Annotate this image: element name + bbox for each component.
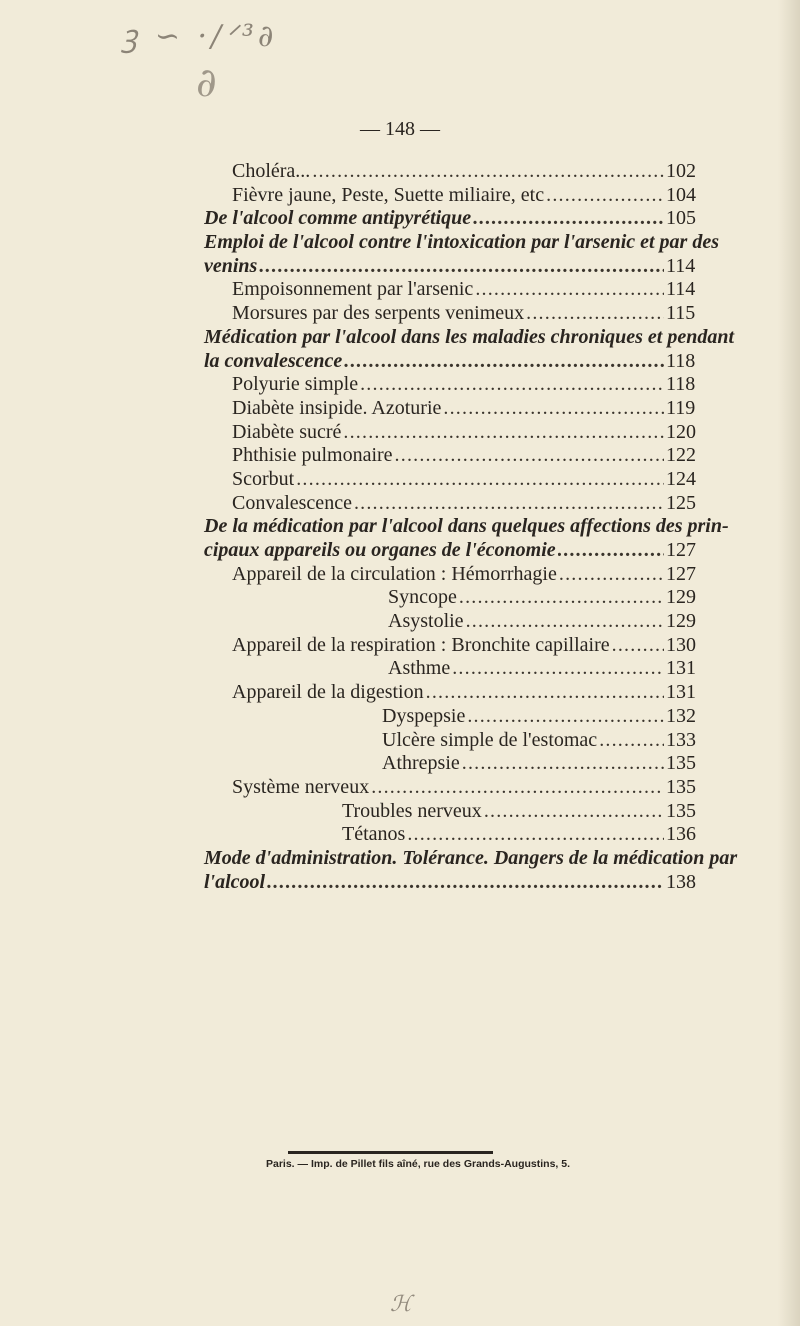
toc-entry <box>232 397 694 421</box>
toc-entry-title: Appareil de la circulation : Hémorrhagie <box>232 562 557 585</box>
toc-entry <box>232 444 694 468</box>
toc-entry-title: Asystolie <box>388 610 464 633</box>
toc-entry <box>232 302 694 326</box>
toc-entry-title: Phthisie pulmonaire <box>232 444 393 467</box>
page-number: — 148 — <box>360 118 440 140</box>
leader-dots <box>354 492 664 516</box>
toc-entry <box>342 800 694 824</box>
toc-entry <box>342 823 694 847</box>
toc-entry-page: 115 <box>666 302 696 325</box>
toc-entry <box>382 729 694 753</box>
toc-entry-page: 118 <box>666 349 696 372</box>
leader-dots <box>407 823 664 847</box>
toc-entry-page: 102 <box>666 160 696 182</box>
toc-entry-page: 132 <box>666 704 696 727</box>
toc-entry-page: 129 <box>666 586 696 609</box>
toc-entry-page: 114 <box>666 278 696 301</box>
toc-entry-title: Emploi de l'alcool contre l'intoxication par l'arsenic et par des <box>204 231 719 254</box>
toc-entry-title: Fièvre jaune, Peste, Suette miliaire, etc <box>232 183 545 206</box>
handwritten-mark: ∂ <box>196 60 217 106</box>
toc-entry-page: 127 <box>666 539 696 561</box>
toc-entry-page: 131 <box>666 681 696 704</box>
leader-dots <box>452 657 664 681</box>
leader-dots <box>360 373 664 397</box>
leader-dots <box>462 752 664 776</box>
leader-dots <box>467 705 664 729</box>
leader-dots <box>296 468 664 492</box>
toc-entry <box>388 657 694 681</box>
toc-entry <box>382 752 694 776</box>
toc-entry-title: Syncope <box>388 586 457 609</box>
toc-entry-page: 129 <box>666 610 696 633</box>
handwritten-annotation: ꝫ ∽ ·/ᐟ³∂ <box>122 19 278 54</box>
toc-entry <box>232 373 694 397</box>
toc-entry <box>388 610 694 634</box>
leader-dots <box>371 776 664 800</box>
leader-dots <box>267 871 664 895</box>
toc-entry-page: 114 <box>666 254 696 277</box>
toc-entry-title: De la médication par l'alcool dans quelques affections des prin- <box>204 515 729 538</box>
leader-dots <box>599 729 664 753</box>
toc-entry <box>232 776 694 800</box>
leader-dots <box>526 302 664 326</box>
toc-entry-page: 124 <box>666 467 696 490</box>
toc-entry-page: 135 <box>666 775 696 798</box>
leader-dots <box>426 681 664 705</box>
leader-dots <box>343 421 664 445</box>
toc-entry-title: Scorbut <box>232 467 295 490</box>
toc-entry-title: Diabète insipide. Azoturie <box>232 396 442 419</box>
toc-entry-title: Dyspepsie <box>382 704 466 727</box>
toc-entry-page: 131 <box>666 657 696 680</box>
leader-dots <box>395 444 664 468</box>
toc-entry-title: Appareil de la respiration : Bronchite capillaire <box>232 633 610 656</box>
toc-entry-title: Appareil de la digestion <box>232 681 424 704</box>
toc-entry-title-continued: cipaux appareils ou organes de l'économie <box>204 539 556 561</box>
leader-dots <box>612 634 664 658</box>
toc-entry <box>204 515 729 562</box>
leader-dots <box>312 160 664 184</box>
toc-entry-page: 130 <box>666 633 696 656</box>
printer-imprint: Paris. — Imp. de Pillet fils aîné, rue des Grands-Augustins, 5. <box>266 1158 570 1170</box>
leader-dots <box>546 184 664 208</box>
leader-dots <box>466 610 664 634</box>
toc-entry-page: 138 <box>666 870 696 893</box>
toc-entry-title-continued: venins <box>204 254 258 277</box>
toc-entry <box>382 705 694 729</box>
toc-entry-title: Choléra... <box>232 160 311 182</box>
toc-entry-page: 136 <box>666 823 696 846</box>
toc-entry-title: Système nerveux <box>232 775 370 798</box>
toc-entry-page: 104 <box>666 183 696 206</box>
toc-entry <box>204 207 694 231</box>
toc-entry-title: Polyurie simple <box>232 373 359 396</box>
page-edge-shadow <box>778 0 800 1326</box>
leader-dots <box>473 207 664 231</box>
toc-entry <box>232 184 694 208</box>
toc-entry-page: 105 <box>666 207 696 230</box>
toc-entry-title: Médication par l'alcool dans les maladies chroniques et pendant <box>204 325 735 348</box>
toc-entry-page: 125 <box>666 491 696 514</box>
toc-entry-title-continued: la convalescence <box>204 349 343 372</box>
handwritten-bottom-mark: ℋ <box>390 1292 412 1317</box>
toc-entry <box>232 160 694 184</box>
toc-entry-title: Mode d'administration. Tolérance. Dangers de la médication par <box>204 846 738 869</box>
toc-entry-title: Troubles nerveux <box>342 799 482 822</box>
leader-dots <box>559 563 664 587</box>
leader-dots <box>558 539 664 563</box>
toc-entry-title: Tétanos <box>342 823 406 846</box>
toc-entry-page: 122 <box>666 444 696 467</box>
leader-dots <box>475 278 664 302</box>
toc-entry-title: Empoisonnement par l'arsenic <box>232 278 474 301</box>
toc-entry <box>232 634 694 658</box>
toc-entry-title: De l'alcool comme antipyrétique <box>204 207 472 230</box>
leader-dots <box>259 255 664 279</box>
toc-entry-title: Morsures par des serpents venimeux <box>232 302 525 325</box>
toc-entry-page: 118 <box>666 373 696 396</box>
toc-entry-title-continued: l'alcool <box>204 870 266 893</box>
toc-entry-title: Convalescence <box>232 491 352 514</box>
toc-entry-title: Athrepsie <box>382 752 460 775</box>
toc-entry-page: 127 <box>666 562 696 585</box>
toc-entry <box>232 563 694 587</box>
toc-entry-page: 135 <box>666 752 696 775</box>
leader-dots <box>459 586 664 610</box>
leader-dots <box>484 800 664 824</box>
toc-entry <box>204 846 738 894</box>
toc-entry <box>232 278 694 302</box>
toc-entry <box>232 492 694 516</box>
toc-entry-title: Asthme <box>388 657 451 680</box>
toc-entry-page: 119 <box>666 396 696 419</box>
leader-dots <box>344 350 664 374</box>
toc-entry-title: Ulcère simple de l'estomac <box>382 728 598 751</box>
toc-entry-page: 135 <box>666 799 696 822</box>
separator-rule <box>288 1151 493 1154</box>
toc-entry <box>232 421 694 445</box>
toc-entry-page: 133 <box>666 728 696 751</box>
leader-dots <box>443 397 664 421</box>
toc-entry <box>204 231 719 278</box>
toc-entry-page: 120 <box>666 420 696 443</box>
table-of-contents <box>204 160 738 894</box>
toc-entry <box>204 325 735 373</box>
toc-entry <box>232 681 694 705</box>
toc-entry <box>388 586 694 610</box>
toc-entry-title: Diabète sucré <box>232 420 342 443</box>
toc-entry <box>232 468 694 492</box>
